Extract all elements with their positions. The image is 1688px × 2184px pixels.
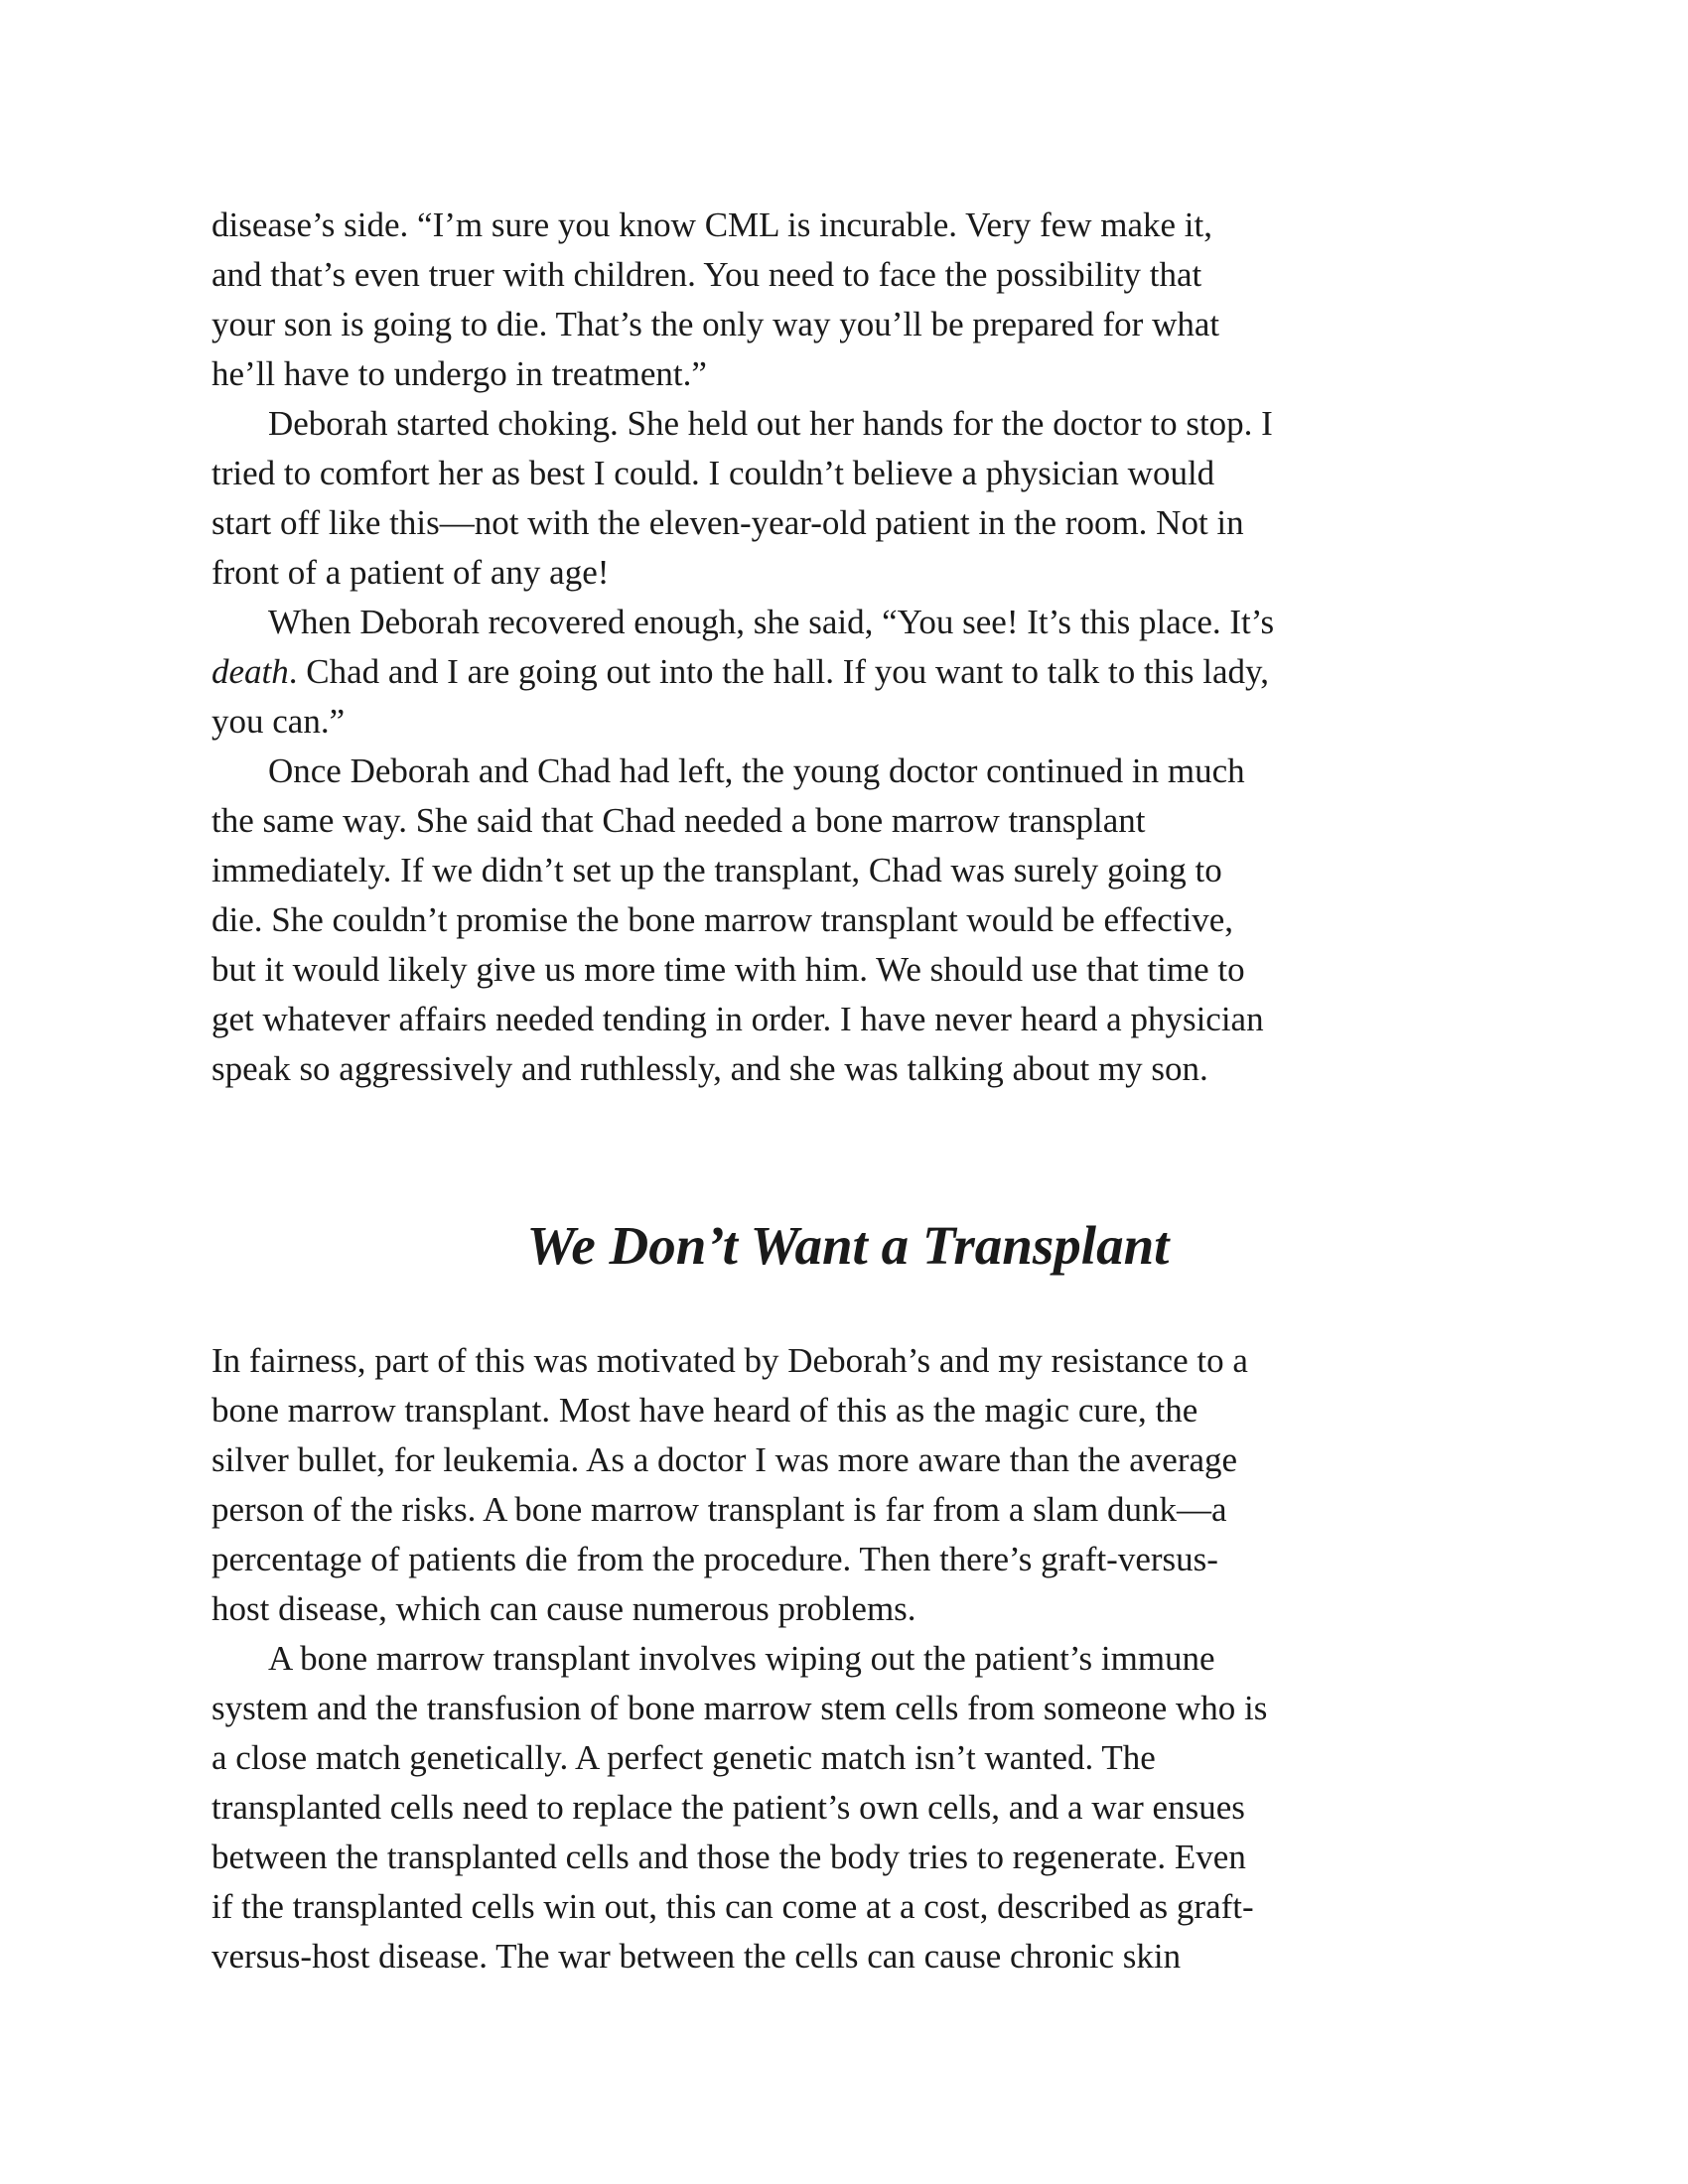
text-line: Deborah started choking. She held out her hands for the doctor to stop. I [268,404,1273,443]
text-line: host disease, which can cause numerous problems. [211,1589,916,1628]
text-line: and that’s even truer with children. You need to face the possibility that [211,255,1202,294]
text-line: start off like this—not with the eleven-year-old patient in the room. Not in [211,503,1244,542]
paragraph [211,399,1484,598]
text-line: a close match genetically. A perfect genetic match isn’t wanted. The [211,1738,1156,1777]
body-text-section-1 [211,201,1484,1094]
text-line: versus-host disease. The war between the cells can cause chronic skin [211,1937,1182,1976]
text-line: speak so aggressively and ruthlessly, and she was talking about my son. [211,1049,1208,1088]
paragraph [211,1634,1484,1981]
paragraph [211,201,1484,399]
section-heading: We Don’t Want a Transplant [526,1215,1170,1276]
text-line: immediately. If we didn’t set up the transplant, Chad was surely going to [211,851,1222,889]
text-line: but it would likely give us more time with him. We should use that time to [211,950,1245,989]
text-line: silver bullet, for leukemia. As a doctor I was more aware than the average [211,1440,1238,1479]
text-line: person of the risks. A bone marrow transplant is far from a slam dunk—a [211,1490,1227,1529]
text-line: the same way. She said that Chad needed a bone marrow transplant [211,801,1146,840]
text-line: percentage of patients die from the procedure. Then there’s graft-versus- [211,1540,1218,1578]
text-line: In fairness, part of this was motivated by Deborah’s and my resistance to a [211,1341,1248,1380]
text-line: Once Deborah and Chad had left, the young doctor continued in much [268,751,1245,790]
paragraph [211,598,1484,747]
text-line: you can.” [211,702,346,741]
text-line: die. She couldn’t promise the bone marrow transplant would be effective, [211,900,1233,939]
text-line: between the transplanted cells and those the body tries to regenerate. Even [211,1838,1246,1876]
paragraph [211,747,1484,1094]
text-run: . Chad and I are going out into the hall. If you want to talk to this lady, [288,652,1270,691]
text-line: transplanted cells need to replace the patient’s own cells, and a war ensues [211,1788,1245,1827]
text-line: A bone marrow transplant involves wiping out the patient’s immune [268,1639,1215,1678]
text-line: if the transplanted cells win out, this can come at a cost, described as graft- [211,1887,1254,1926]
text-line: get whatever affairs needed tending in order. I have never heard a physician [211,1000,1264,1038]
body-text-section-2 [211,1336,1484,1981]
text-line: your son is going to die. That’s the only way you’ll be prepared for what [211,305,1220,343]
italic-word: death [211,652,289,691]
text-line: When Deborah recovered enough, she said, “You see! It’s this place. It’s [268,603,1275,641]
text-line: disease’s side. “I’m sure you know CML is incurable. Very few make it, [211,205,1212,244]
text-line: tried to comfort her as best I could. I couldn’t believe a physician would [211,454,1215,492]
text-line [211,647,1484,697]
text-line: he’ll have to undergo in treatment.” [211,354,707,393]
paragraph [211,1336,1484,1634]
text-line: bone marrow transplant. Most have heard of this as the magic cure, the [211,1391,1198,1430]
text-line: system and the transfusion of bone marrow stem cells from someone who is [211,1689,1268,1727]
text-line: front of a patient of any age! [211,553,610,592]
